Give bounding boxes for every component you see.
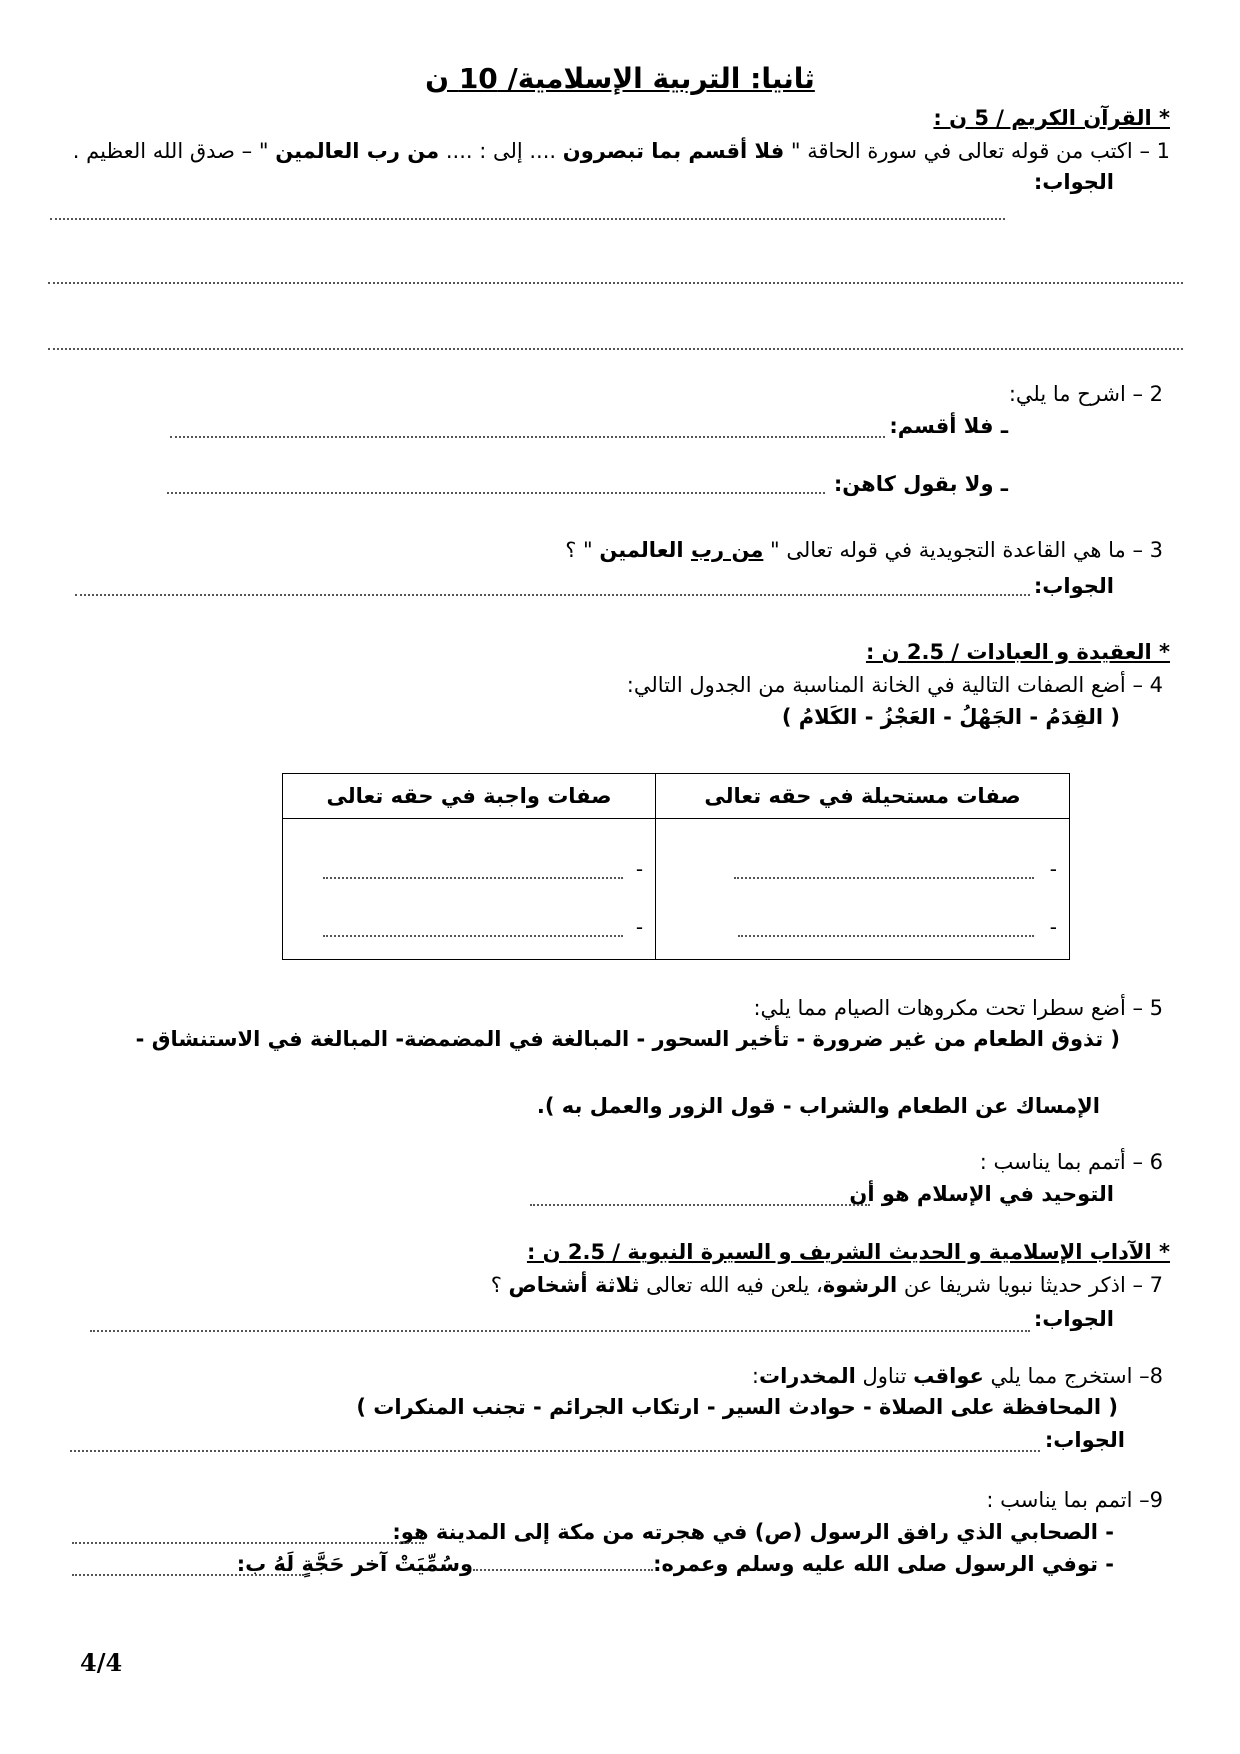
q9-item-2 [237,1552,1114,1576]
table-header-necessary: صفات واجبة في حقه تعالى [283,774,656,819]
question-1 [73,139,1170,163]
page-title: ثانيا: التربية الإسلامية/ 10 ن [425,62,815,95]
q1-answer-line-3[interactable] [48,348,1183,350]
q7-answer-label: الجواب: [1033,1307,1114,1331]
q8-bold-1: عواقب [913,1364,984,1388]
q2-item-2: ـ ولا بقول كاهن: [833,472,1008,496]
q1-answer-line-2[interactable] [48,282,1183,284]
q8-text-1: 8– استخرج مما يلي [983,1364,1163,1388]
q9-item-1: - الصحابي الذي رافق الرسول (ص) في هجرته من مكة إلى المدينة هو: [392,1520,1114,1544]
necessary-line-2[interactable] [323,935,623,937]
q9-age-line[interactable] [473,1569,653,1571]
section-header-aqida: * العقيدة و العبادات / 2.5 ن : [865,640,1170,664]
dash: - [635,857,644,881]
question-3 [565,538,1163,562]
q6-item: التوحيد في الإسلام هو أن [849,1182,1114,1206]
table-cell-impossible[interactable] [656,819,1070,960]
impossible-line-2[interactable] [738,935,1034,937]
q1-text-3: " – صدق الله العظيم . [72,139,276,163]
q9-item-2-part-2: وسُمِّيَتْ آخر حَجَّةٍ لَهُ ب: [236,1552,474,1576]
question-6: 6 – أتمم بما يناسب : [979,1150,1163,1174]
q7-text-3: ؟ [490,1273,509,1297]
q9-item-2-part-1: - توفي الرسول صلى الله عليه وسلم وعمره: [653,1552,1114,1576]
section-header-adab: * الآداب الإسلامية و الحديث الشريف و السيرة النبوية / 2.5 ن : [526,1240,1170,1264]
q3-text-2: " ؟ [565,538,600,562]
dash: - [635,915,644,939]
q7-text-2: ، يلعن فيه الله تعالى [639,1273,823,1297]
q8-answer-line[interactable] [70,1450,1040,1452]
question-4: 4 – أضع الصفات التالية في الخانة المناسبة من الجدول التالي: [626,673,1163,697]
question-9: 9– اتمم بما يناسب : [986,1488,1163,1512]
q2-answer-line-1[interactable] [170,436,885,438]
q7-text-1: 7 – اذكر حديثا نبويا شريفا عن [897,1273,1163,1297]
q7-bold-1: الرشوة [822,1273,898,1297]
q1-answer-line-1[interactable] [50,218,1005,220]
page-number: 4/4 [80,1648,123,1677]
q8-bold-2: المخدرات [758,1364,856,1388]
question-8 [752,1364,1163,1388]
q8-text-2: تناول [855,1364,914,1388]
q8-text-3: : [751,1364,759,1388]
q6-answer-line[interactable] [530,1204,870,1206]
q1-text-1: اكتب من قوله تعالى في سورة الحاقة " [784,139,1133,163]
q1-verse-start: فلا أقسم بما تبصرون [562,139,785,163]
impossible-line-1[interactable] [734,877,1034,879]
q5-list-line-2[interactable]: الإمساك عن الطعام والشراب - قول الزور والعمل به ). [536,1094,1100,1118]
section-header-quran: * القرآن الكريم / 5 ن : [933,106,1170,130]
q2-item-1: ـ فلا أقسم: [889,414,1008,438]
q3-underlined: من رب [690,538,764,562]
q9-answer-line-1[interactable] [72,1542,424,1544]
question-5: 5 – أضع سطرا تحت مكروهات الصيام مما يلي: [753,996,1163,1020]
dash: - [1049,915,1057,939]
q2-answer-line-2[interactable] [167,492,825,494]
table-header-impossible: صفات مستحيلة في حقه تعالى [656,774,1070,819]
q1-text-2: .... إلى : .... [439,139,563,163]
q1-answer-label: الجواب: [1033,170,1114,194]
q1-number: 1 – [1132,139,1170,163]
q8-answer-label: الجواب: [1044,1428,1125,1452]
q7-bold-2: ثلاثة أشخاص [508,1273,640,1297]
q4-list: ( القِدَمُ - الجَهْلُ - العَجْزُ - الكَلامُ ) [781,705,1120,729]
q9-answer-line-2[interactable] [72,1574,304,1576]
question-7 [491,1273,1163,1297]
q3-answer-line[interactable] [75,594,1030,596]
q3-bold: العالمين [599,538,691,562]
table-cell-necessary[interactable] [283,819,656,960]
dash: - [1049,857,1057,881]
question-2: 2 – اشرح ما يلي: [1008,382,1163,406]
q5-list-line-1[interactable]: ( تذوق الطعام من غير ضرورة - تأخير السحور - المبالغة في المضمضة- المبالغة في الاستنشاق - [135,1027,1120,1051]
q1-verse-end: من رب العالمين [275,139,440,163]
q3-answer-label: الجواب: [1033,574,1114,598]
q7-answer-line[interactable] [90,1330,1030,1332]
q3-text-1: 3 – ما هي القاعدة التجويدية في قوله تعالى " [763,538,1163,562]
necessary-line-1[interactable] [323,877,623,879]
q8-list: ( المحافظة على الصلاة - حوادث السير - ارتكاب الجرائم - تجنب المنكرات ) [356,1395,1118,1419]
attributes-table [282,773,1070,960]
